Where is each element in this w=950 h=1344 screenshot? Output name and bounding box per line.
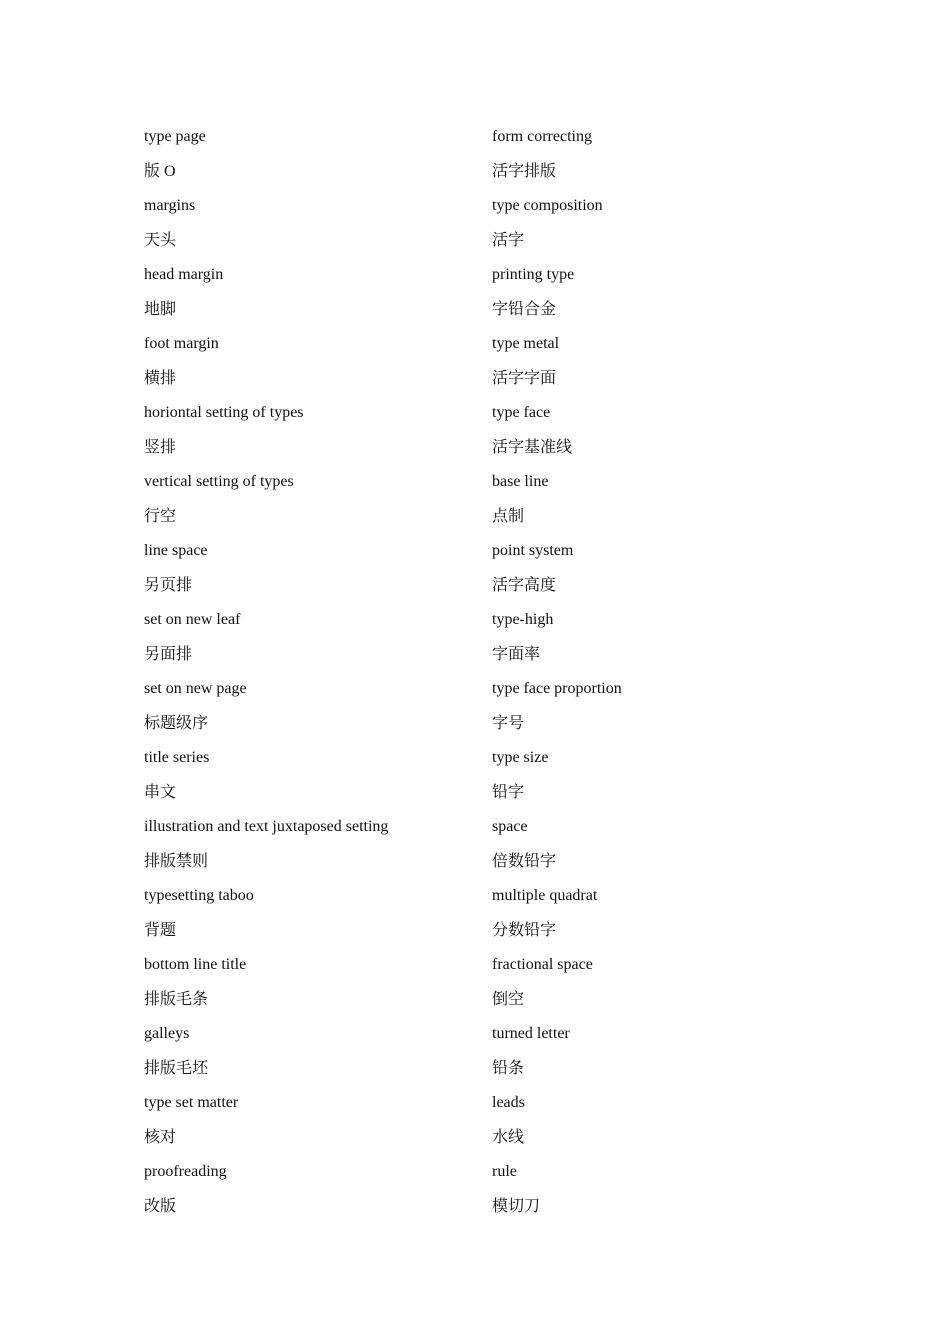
glossary-entry: 地脚 xyxy=(144,300,177,318)
glossary-entry: type set matter xyxy=(144,1094,239,1111)
glossary-entry: 排版毛坯 xyxy=(144,1059,209,1077)
glossary-entry: 竖排 xyxy=(144,438,177,456)
glossary-entry: 倍数铅字 xyxy=(492,852,557,870)
glossary-entry: set on new page xyxy=(144,680,247,697)
glossary-entry: 水线 xyxy=(492,1128,525,1146)
glossary-entry: type-high xyxy=(492,611,554,628)
glossary-entry: typesetting taboo xyxy=(144,887,254,904)
glossary-entry: head margin xyxy=(144,266,224,283)
glossary-entry: 活字高度 xyxy=(492,576,557,594)
glossary-entry: point system xyxy=(492,542,574,559)
glossary-column-right xyxy=(492,123,822,1227)
glossary-entry: 活字排版 xyxy=(492,162,557,180)
glossary-entry: type metal xyxy=(492,335,560,352)
glossary-entry: 背题 xyxy=(144,921,177,939)
glossary-entry: leads xyxy=(492,1094,525,1111)
glossary-entry: base line xyxy=(492,473,549,490)
glossary-entry: 核对 xyxy=(144,1128,177,1146)
glossary-entry: foot margin xyxy=(144,335,219,352)
glossary-entry: space xyxy=(492,818,528,835)
glossary-entry: 排版毛条 xyxy=(144,990,209,1008)
glossary-entry: type page xyxy=(144,128,206,145)
glossary-column-left xyxy=(144,123,474,1227)
glossary-entry: set on new leaf xyxy=(144,611,241,628)
glossary-entry: 铅条 xyxy=(492,1059,525,1077)
glossary-entry: proofreading xyxy=(144,1163,227,1180)
glossary-entry: 天头 xyxy=(144,231,177,249)
glossary-entry: 模切刀 xyxy=(492,1197,541,1215)
glossary-entry: 活字 xyxy=(492,231,525,249)
glossary-entry: multiple quadrat xyxy=(492,887,598,904)
glossary-entry: galleys xyxy=(144,1025,190,1042)
glossary-entry: 版 O xyxy=(144,162,176,180)
glossary-entry: 倒空 xyxy=(492,990,525,1008)
glossary-entry: 行空 xyxy=(144,507,177,525)
glossary-entry: 字铅合金 xyxy=(492,300,557,318)
glossary-entry: 铅字 xyxy=(492,783,525,801)
glossary-entry: line space xyxy=(144,542,208,559)
glossary-entry: type composition xyxy=(492,197,603,214)
glossary-entry: printing type xyxy=(492,266,575,283)
glossary-entry: 标题级序 xyxy=(144,714,209,732)
glossary-entry: type size xyxy=(492,749,549,766)
glossary-entry: fractional space xyxy=(492,956,593,973)
glossary-entry: turned letter xyxy=(492,1025,570,1042)
glossary-entry: 活字基准线 xyxy=(492,438,573,456)
glossary-entry: 分数铅字 xyxy=(492,921,557,939)
glossary-entry: rule xyxy=(492,1163,517,1180)
glossary-entry: type face xyxy=(492,404,551,421)
glossary-entry: title series xyxy=(144,749,210,766)
glossary-entry: bottom line title xyxy=(144,956,247,973)
glossary-entry: 另页排 xyxy=(144,576,193,594)
glossary-entry: 改版 xyxy=(144,1197,177,1215)
glossary-entry: 字面率 xyxy=(492,645,541,663)
glossary-entry: 另面排 xyxy=(144,645,193,663)
glossary-entry: 串文 xyxy=(144,783,177,801)
glossary-entry: 排版禁则 xyxy=(144,852,209,870)
glossary-entry: type face proportion xyxy=(492,680,622,697)
glossary-entry: 字号 xyxy=(492,714,525,732)
glossary-entry: 横排 xyxy=(144,369,177,387)
glossary-entry: illustration and text juxtaposed setting xyxy=(144,818,389,835)
glossary-entry: 活字字面 xyxy=(492,369,557,387)
glossary-entry: margins xyxy=(144,197,196,214)
glossary-entry: 点制 xyxy=(492,507,525,525)
glossary-entry: vertical setting of types xyxy=(144,473,294,490)
glossary-entry: horiontal setting of types xyxy=(144,404,304,421)
glossary-entry: form correcting xyxy=(492,128,592,145)
